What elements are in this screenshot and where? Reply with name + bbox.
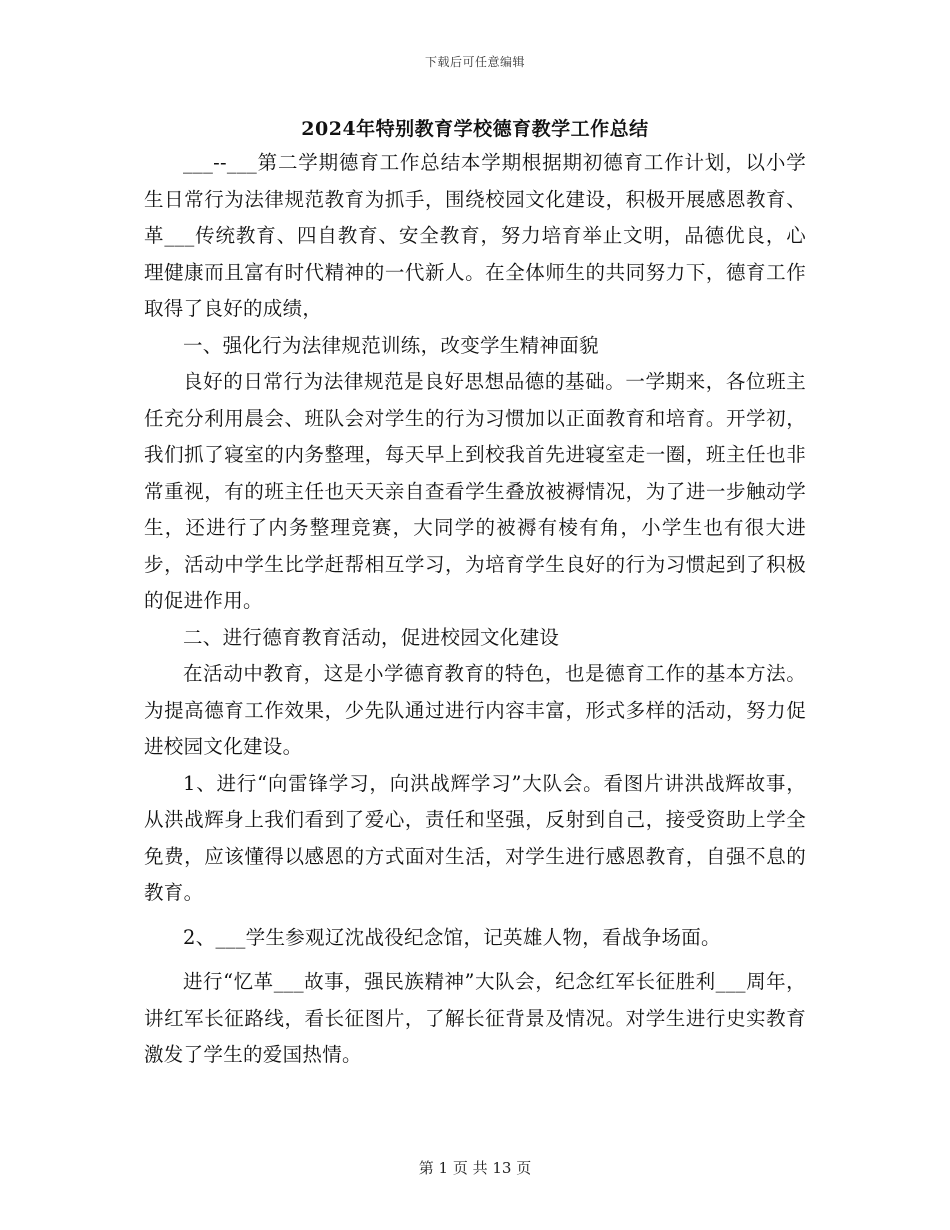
page-header-note: 下载后可任意编辑 — [424, 55, 525, 69]
section-1-paragraph: 良好的日常行为法律规范是良好思想品德的基础。一学期来，各位班主任充分利用晨会、班队会对学生的行为习惯加以正面教育和培育。开学初，我们抓了寝室的内务整理，每天早上到校我首先进寝室走一圈，班主任也非常重视，有的班主任也天天亲自查看学生叠放被褥情况，为了进一步触动学生，还进行了内务整理竞赛，大同学的被褥有棱有角，小学生也有很大进步，活动中学生比学赶帮相互学习，为培育学生良好的行为习惯起到了积极的促进作用。 — [144, 370, 806, 612]
page-number-footer: 第 1 页 共 13 页 — [418, 1159, 532, 1177]
activity-item-2: 2、___学生参观辽沈战役纪念馆，记英雄人物，看战争场面。 — [183, 925, 721, 949]
activity-item-2-detail: 进行“忆革___故事，强民族精神”大队会，纪念红军长征胜利___周年，讲红军长征路线，看长征图片，了解长征背景及情况。对学生进行史实教育激发了学生的爱国热情。 — [144, 970, 806, 1066]
intro-paragraph: ___--___第二学期德育工作总结本学期根据期初德育工作计划，以小学生日常行为法律规范教育为抓手，围绕校园文化建设，积极开展感恩教育、革___传统教育、四自教育、安全教育，努力培育举止文明，品德优良，心理健康而且富有时代精神的一代新人。在全体师生的共同努力下，德育工作取得了良好的成绩， — [144, 151, 806, 320]
activity-item-1: 1、进行“向雷锋学习，向洪战辉学习”大队会。看图片讲洪战辉故事，从洪战辉身上我们看到了爱心，责任和坚强，反射到自己，接受资助上学全免费，应该懂得以感恩的方式面对生活，对学生进行感恩教育，自强不息的教育。 — [144, 771, 806, 904]
document-title: 2024年特别教育学校德育教学工作总结 — [301, 118, 649, 140]
section-2-paragraph: 在活动中教育，这是小学德育教育的特色，也是德育工作的基本方法。为提高德育工作效果，少先队通过进行内容丰富，形式多样的活动，努力促进校园文化建设。 — [144, 662, 806, 758]
document-body — [144, 145, 806, 1074]
section-heading-2: 二、进行德育教育活动，促进校园文化建设 — [183, 625, 560, 649]
section-heading-1: 一、强化行为法律规范训练，改变学生精神面貌 — [183, 333, 599, 357]
